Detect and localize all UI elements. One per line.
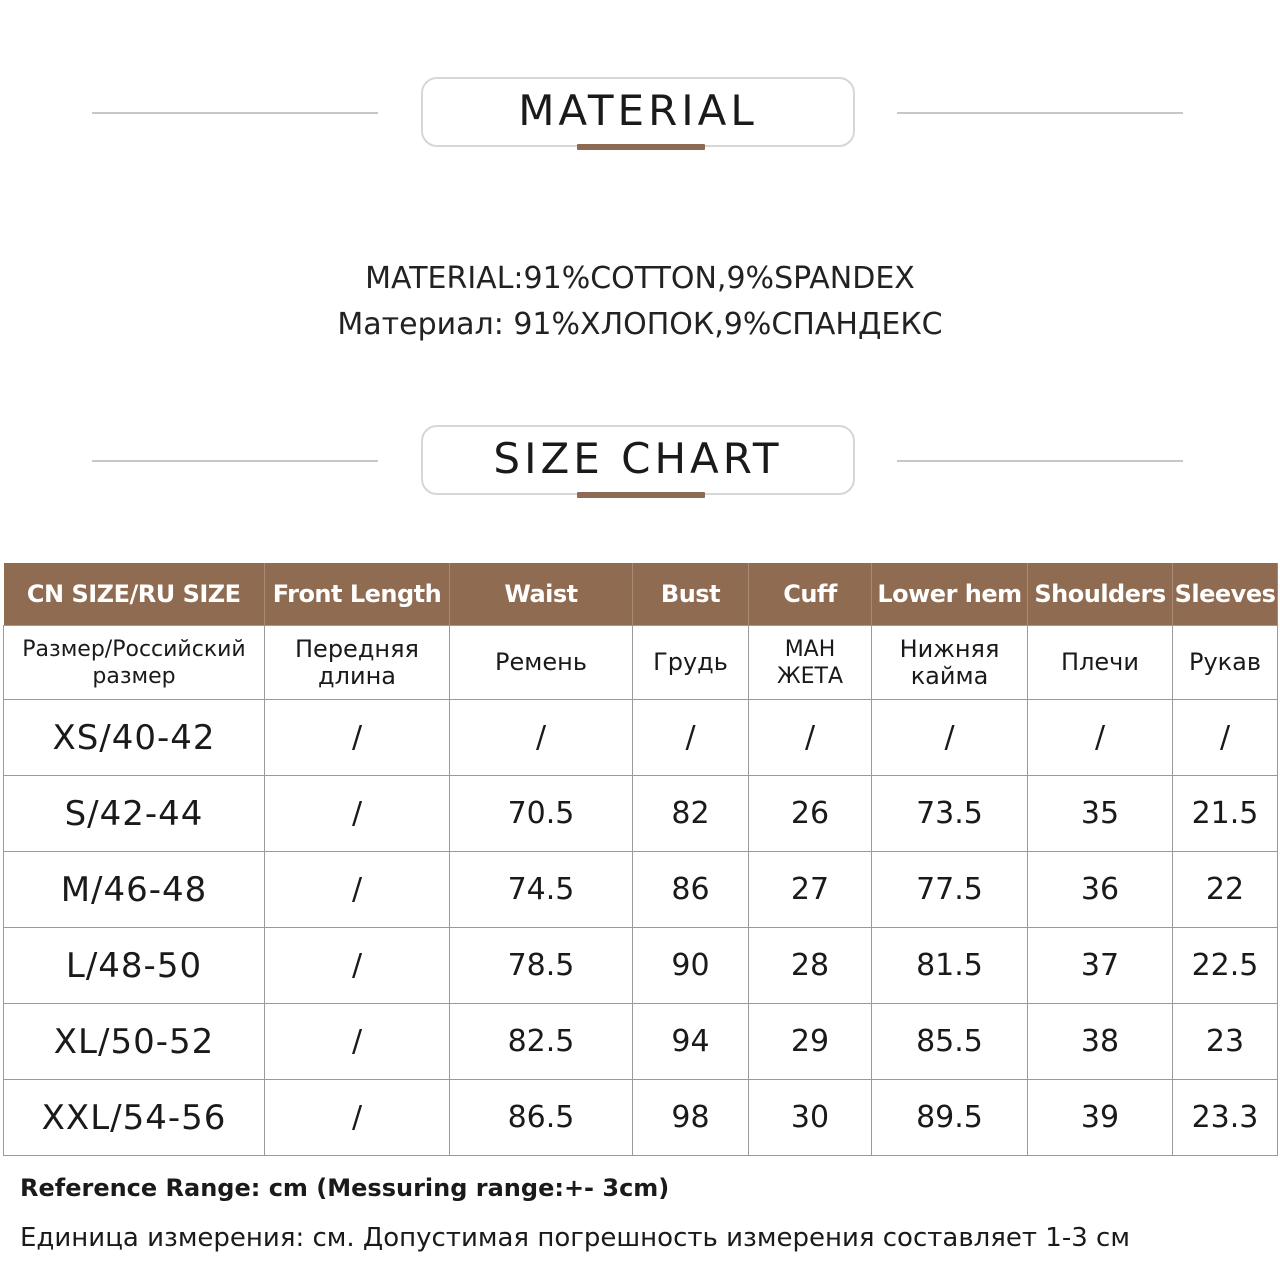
table-row <box>4 1004 1278 1080</box>
material-title: MATERIAL <box>518 85 758 135</box>
reference-range-ru: Единица измерения: см. Допустимая погрешность измерения составляет 1-3 см <box>20 1223 1130 1253</box>
measurement-cell: 74.5 <box>450 852 633 928</box>
column-header: Shoulders <box>1028 563 1173 626</box>
column-header: Cuff <box>749 563 872 626</box>
measurement-cell: 94 <box>633 1004 749 1080</box>
measurement-cell: / <box>450 700 633 776</box>
measurement-cell: / <box>1028 700 1173 776</box>
measurement-cell: 29 <box>749 1004 872 1080</box>
measurement-cell: 77.5 <box>872 852 1028 928</box>
reference-range-en: Reference Range: cm (Messuring range:+- 3cm) <box>20 1174 670 1202</box>
measurement-cell: / <box>265 1080 450 1156</box>
size-label-cell: M/46-48 <box>4 852 265 928</box>
table-subheader-row <box>4 626 1278 700</box>
measurement-cell: 37 <box>1028 928 1173 1004</box>
material-line-en: MATERIAL:91%COTTON,9%SPANDEX <box>365 261 915 296</box>
measurement-cell: 27 <box>749 852 872 928</box>
material-title-badge <box>421 77 855 147</box>
measurement-cell: / <box>265 1004 450 1080</box>
column-header: Waist <box>450 563 633 626</box>
measurement-cell: 23 <box>1173 1004 1278 1080</box>
column-header: Bust <box>633 563 749 626</box>
measurement-cell: 98 <box>633 1080 749 1156</box>
material-section-header <box>0 77 1280 157</box>
table-row <box>4 852 1278 928</box>
measurement-cell: / <box>265 700 450 776</box>
title-accent-bar <box>577 492 705 498</box>
column-subheader: Грудь <box>633 626 749 700</box>
measurement-cell: 81.5 <box>872 928 1028 1004</box>
material-composition <box>0 256 1280 348</box>
table-row <box>4 700 1278 776</box>
measurement-cell: 38 <box>1028 1004 1173 1080</box>
divider-line-right <box>897 460 1183 462</box>
table-row <box>4 776 1278 852</box>
measurement-cell: 22.5 <box>1173 928 1278 1004</box>
column-subheader: МАН ЖЕТА <box>749 626 872 700</box>
measurement-cell: / <box>1173 700 1278 776</box>
measurement-cell: 78.5 <box>450 928 633 1004</box>
measurement-cell: 86.5 <box>450 1080 633 1156</box>
size-label-cell: XL/50-52 <box>4 1004 265 1080</box>
measurement-cell: 39 <box>1028 1080 1173 1156</box>
measurement-cell: 23.3 <box>1173 1080 1278 1156</box>
measurement-cell: 86 <box>633 852 749 928</box>
measurement-cell: / <box>872 700 1028 776</box>
measurement-cell: 89.5 <box>872 1080 1028 1156</box>
measurement-cell: / <box>265 852 450 928</box>
material-line-ru: Материал: 91%ХЛОПОК,9%СПАНДЕКС <box>337 307 943 342</box>
column-header: Front Length <box>265 563 450 626</box>
column-subheader: Нижняя кайма <box>872 626 1028 700</box>
measurement-cell: / <box>633 700 749 776</box>
measurement-cell: 30 <box>749 1080 872 1156</box>
measurement-cell: 73.5 <box>872 776 1028 852</box>
table-header-row <box>4 563 1278 626</box>
title-accent-bar <box>577 144 705 150</box>
measurement-cell: 70.5 <box>450 776 633 852</box>
measurement-cell: 28 <box>749 928 872 1004</box>
column-subheader: Плечи <box>1028 626 1173 700</box>
measurement-cell: 82 <box>633 776 749 852</box>
divider-line-left <box>92 112 378 114</box>
column-subheader: Рукав <box>1173 626 1278 700</box>
measurement-cell: 85.5 <box>872 1004 1028 1080</box>
measurement-notes <box>20 1168 1260 1258</box>
size-label-cell: L/48-50 <box>4 928 265 1004</box>
measurement-cell: / <box>265 928 450 1004</box>
size-label-cell: S/42-44 <box>4 776 265 852</box>
measurement-cell: 82.5 <box>450 1004 633 1080</box>
column-subheader: Передняя длина <box>265 626 450 700</box>
measurement-cell: 21.5 <box>1173 776 1278 852</box>
divider-line-left <box>92 460 378 462</box>
measurement-cell: 90 <box>633 928 749 1004</box>
size-chart-table <box>3 563 1278 1156</box>
size-label-cell: XXL/54-56 <box>4 1080 265 1156</box>
column-header: Lower hem <box>872 563 1028 626</box>
column-subheader: Ремень <box>450 626 633 700</box>
table-body <box>4 700 1278 1156</box>
column-header: Sleeves <box>1173 563 1278 626</box>
size-chart-title-badge <box>421 425 855 495</box>
measurement-cell: 26 <box>749 776 872 852</box>
measurement-cell: / <box>749 700 872 776</box>
measurement-cell: 22 <box>1173 852 1278 928</box>
measurement-cell: 36 <box>1028 852 1173 928</box>
column-subheader: Размер/Российский размер <box>4 626 265 700</box>
divider-line-right <box>897 112 1183 114</box>
size-chart-section-header <box>0 425 1280 505</box>
size-label-cell: XS/40-42 <box>4 700 265 776</box>
measurement-cell: 35 <box>1028 776 1173 852</box>
table-row <box>4 928 1278 1004</box>
table-row <box>4 1080 1278 1156</box>
column-header: CN SIZE/RU SIZE <box>4 563 265 626</box>
size-chart-title: SIZE CHART <box>493 433 783 483</box>
measurement-cell: / <box>265 776 450 852</box>
